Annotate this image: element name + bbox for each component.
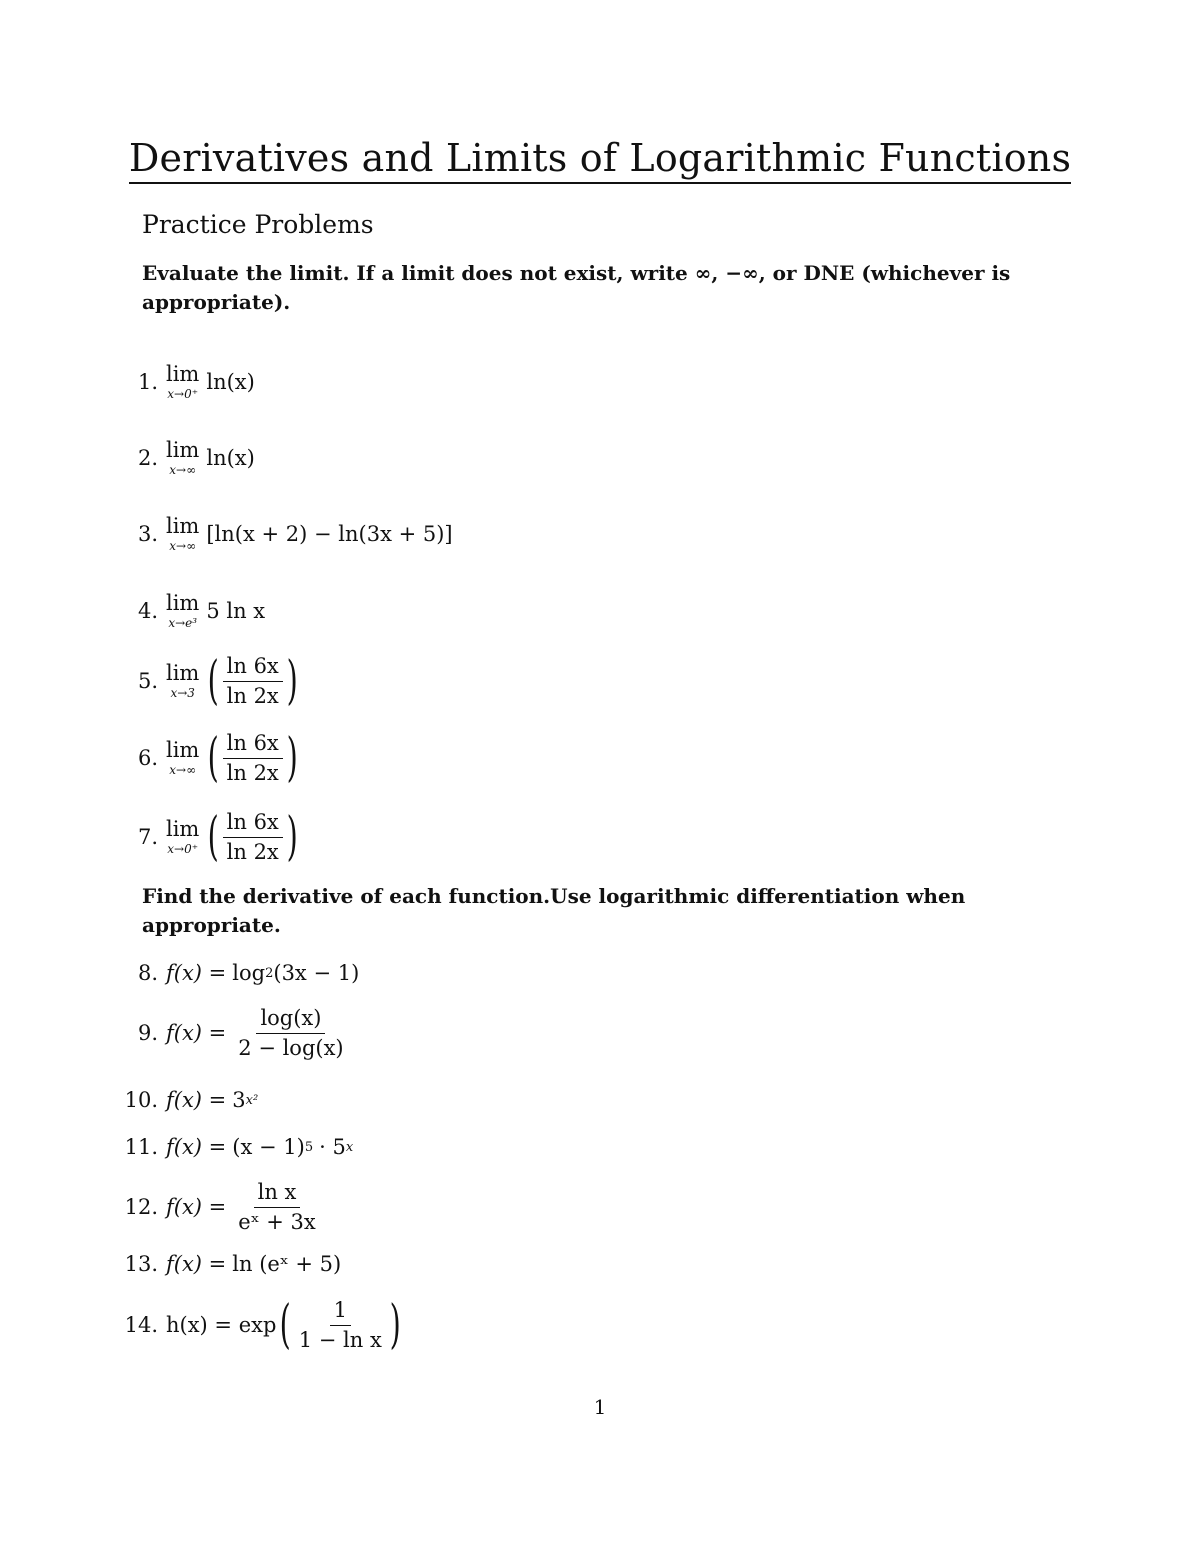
right-paren: ) [286,651,298,711]
section-heading: Practice Problems [142,210,374,239]
problem-number: 1. [137,370,158,394]
fraction [234,1007,347,1058]
problem-number: 8. [137,961,158,985]
denominator: 1 − ln x [298,1327,382,1352]
problem-12 [113,1182,322,1232]
problem-number: 3. [137,522,158,546]
limit-expression: ln(x) [206,446,255,470]
numerator: ln 6x [223,811,283,837]
log-base: 2 [265,965,274,981]
denominator: eˣ + 3x [238,1209,316,1234]
problem-6 [113,728,299,788]
problem-number: 12. [124,1195,158,1219]
problem-number: 9. [137,1021,158,1045]
lim-word: lim [166,817,200,841]
problem-5 [113,651,299,711]
limit-operator [166,740,199,776]
lim-word: lim [166,362,200,386]
lim-subscript: x→3 [170,686,195,700]
problem-14 [113,1295,402,1355]
left-paren: ( [207,728,220,788]
function-lhs: f(x) = [166,1195,227,1219]
log-argument: (3x − 1) [273,961,360,985]
lim-word: lim [166,438,200,462]
base: 3 [232,1088,246,1112]
lim-subscript: x→∞ [169,763,197,777]
limit-expression: ln(x) [206,370,255,394]
lim-word: lim [166,591,200,615]
problem-1 [113,357,255,407]
problem-9 [113,1008,350,1058]
limit-expression: [ln(x + 2) − ln(3x + 5)] [206,522,453,546]
left-paren: ( [207,807,220,867]
problem-11 [113,1122,353,1172]
left-paren: ( [279,1295,292,1355]
problem-13 [113,1239,341,1289]
problem-2 [113,433,255,483]
problem-4 [113,586,265,636]
numerator: ln 6x [223,655,283,681]
problem-number: 10. [124,1088,158,1112]
limit-operator [166,663,199,699]
limit-operator [166,593,199,629]
fraction [295,1299,386,1350]
problem-8 [113,948,359,998]
problem-number: 11. [124,1135,158,1159]
limit-expression: 5 ln x [206,599,266,623]
problem-number: 2. [137,446,158,470]
denominator: ln 2x [226,760,279,785]
limit-operator [166,819,199,855]
denominator: 2 − log(x) [238,1035,344,1060]
problem-number: 6. [137,746,158,770]
problem-number: 5. [137,669,158,693]
denominator: ln 2x [226,839,279,864]
lim-subscript: x→0⁺ [167,387,199,401]
exponent: x² [245,1092,259,1108]
function-lhs: f(x) = [166,1135,227,1159]
problem-3 [113,509,453,559]
problem-10 [113,1075,258,1125]
numerator: log(x) [256,1007,325,1033]
lim-subscript: x→∞ [169,539,197,553]
numerator: ln x [254,1181,301,1207]
denominator: ln 2x [226,683,279,708]
right-paren: ) [286,807,298,867]
problem-number: 4. [137,599,158,623]
lim-word: lim [166,661,200,685]
function-lhs: h(x) = exp [166,1313,277,1337]
factor-1: (x − 1) [232,1135,305,1159]
lim-subscript: x→e³ [168,616,198,630]
problem-number: 14. [124,1313,158,1337]
function-lhs: f(x) = [166,1252,227,1276]
problem-number: 7. [137,825,158,849]
function-lhs: f(x) = [166,1088,227,1112]
fraction [223,811,283,862]
problem-7 [113,807,299,867]
limit-operator [166,516,199,552]
right-paren: ) [286,728,298,788]
document-title [0,136,1200,184]
instruction-limits: Evaluate the limit. If a limit does not exist, write ∞, −∞, or DNE (whichever is appropriate). [142,261,1011,314]
log-word: log [232,961,266,985]
fraction [234,1181,319,1232]
fraction [223,655,283,706]
limit-operator [166,440,199,476]
right-paren: ) [389,1295,401,1355]
exponent-2: x [345,1139,354,1155]
function-lhs: f(x) = [166,1021,227,1045]
left-paren: ( [207,651,220,711]
function-lhs: f(x) = [166,961,227,985]
lim-subscript: x→∞ [169,463,197,477]
fraction [223,732,283,783]
problem-number: 13. [124,1252,158,1276]
exponent-1: 5 [304,1139,314,1155]
lim-word: lim [166,514,200,538]
limit-operator [166,364,199,400]
page-number: 1 [593,1395,607,1419]
lim-word: lim [166,738,200,762]
numerator: ln 6x [223,732,283,758]
instruction-derivatives: Find the derivative of each function.Use logarithmic differentiation when appropriate. [142,884,966,937]
factor-2: · 5 [319,1135,346,1159]
lim-subscript: x→0⁺ [167,842,199,856]
function-rhs: ln (eˣ + 5) [232,1252,342,1276]
numerator: 1 [330,1299,351,1325]
title-text: Derivatives and Limits of Logarithmic Functions [129,136,1071,184]
